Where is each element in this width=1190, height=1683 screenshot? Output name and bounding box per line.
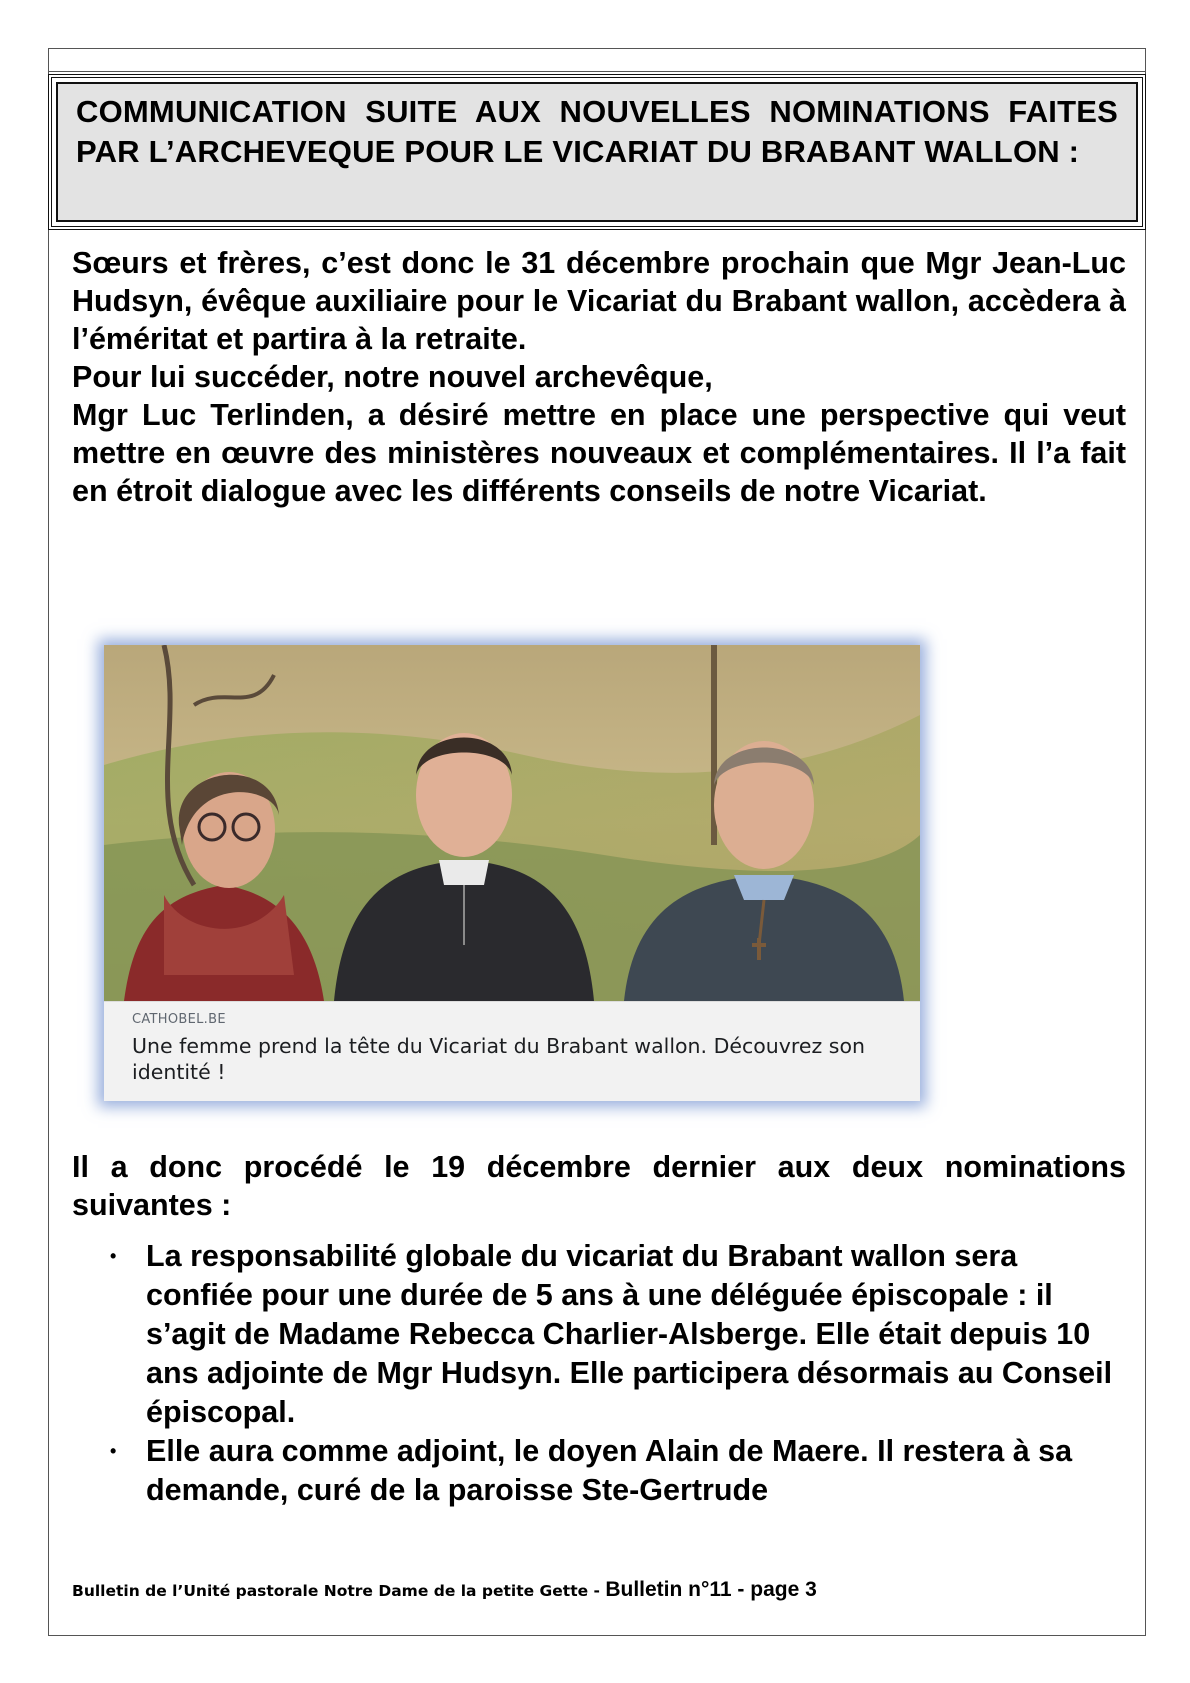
- page-title: COMMUNICATION SUITE AUX NOUVELLES NOMINATIONS FAITES PAR L’ARCHEVEQUE POUR LE VICARIAT DU BRABANT WALLON :: [76, 94, 1118, 169]
- nominations-list: [110, 1237, 1130, 1510]
- list-item-text: Elle aura comme adjoint, le doyen Alain de Maere. Il restera à sa demande, curé de la paroisse Ste-Gertrude: [146, 1434, 1073, 1507]
- page-footer: [72, 1578, 1122, 1602]
- footer-page-number: Bulletin n°11 - page 3: [605, 1578, 817, 1601]
- intro-paragraph-3: Mgr Luc Terlinden, a désiré mettre en place une perspective qui veut mettre en œuvre des ministères nouveaux et complémentaires. Il l’a fait en étroit dialogue avec les différents conseils de notre Vicariat.: [72, 398, 1126, 508]
- bullet-icon: •: [110, 1246, 117, 1266]
- footer-bulletin-name: Bulletin de l’Unité pastorale Notre Dame de la petite Gette -: [72, 1582, 606, 1600]
- list-item: [110, 1432, 1130, 1510]
- news-source: CATHOBEL.BE: [132, 1012, 226, 1027]
- nominations-section: [72, 1148, 1126, 1224]
- header-box: [48, 74, 1146, 230]
- news-headline-link[interactable]: Une femme prend la tête du Vicariat du Brabant wallon. Découvrez son identité !: [132, 1034, 866, 1084]
- news-photo: [104, 645, 920, 1001]
- list-item-text: La responsabilité globale du vicariat du Brabant wallon sera confiée pour une durée de 5 ans à une déléguée épiscopale : il s’agit de Madame Rebecca Charlier-Alsberge. Elle était depuis 10 ans adjointe de Mgr Hudsyn. Elle participera désormais au Conseil épiscopal.: [146, 1239, 1113, 1429]
- bullet-icon: •: [110, 1441, 117, 1461]
- header-inner: [56, 82, 1138, 222]
- news-link-card[interactable]: [104, 645, 920, 1101]
- nominations-lead: Il a donc procédé le 19 décembre dernier aux deux nominations suivantes :: [72, 1150, 1126, 1222]
- news-caption: [104, 1001, 920, 1101]
- intro-section: [72, 244, 1126, 510]
- intro-paragraph-1: Sœurs et frères, c’est donc le 31 décembre prochain que Mgr Jean-Luc Hudsyn, évêque auxiliaire pour le Vicariat du Brabant wallon, accèdera à l’éméritat et partira à la retraite.: [72, 246, 1126, 356]
- top-rule: [49, 71, 1145, 72]
- list-item: [110, 1237, 1130, 1432]
- intro-paragraph-2: Pour lui succéder, notre nouvel archevêque,: [72, 360, 713, 394]
